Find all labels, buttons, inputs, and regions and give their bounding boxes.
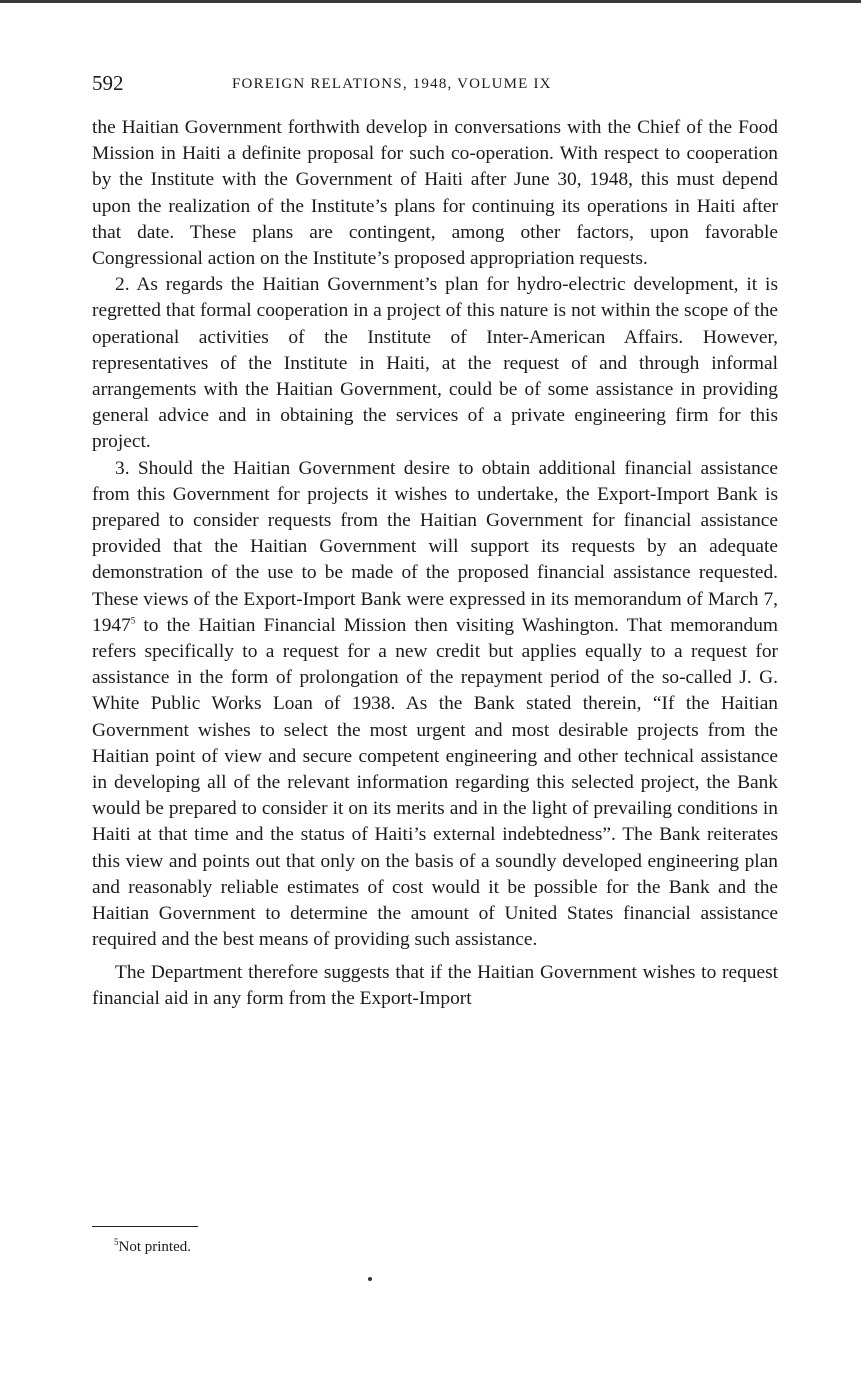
paragraph-department-suggestion: The Department therefore suggests that if the Haitian Government wishes to request financial aid in any form from the Export-Import [92,961,778,1009]
top-edge-rule [0,0,861,3]
paragraph-export-import-bank [92,456,778,954]
paragraph-text-part: to the Haitian Financial Mission then visiting Washington. That memorandum refers specifically to a request for a new credit but applies equally to a request for assistance in the form of prolongation of the repayment period of the so-called J. G. White Public Works Loan of 1938. As the Bank stated therein, “If the Haitian Government wishes to select the most urgent and most desirable projects from the Haitian point of view and secure competent engineering and other technical assistance in developing all of the relevant information regarding this selected project, the Bank would be prepared to consider it on its merits and in the light of prevailing conditions in Haiti at that time and the status of Haiti’s external indebtedness”. The Bank reiterates this view and points out that only on the basis of a soundly developed engineering plan and reasonably reliable estimates of cost would it be possible for the Bank and the Haitian Government to determine the amount of United States financial assistance required and the best means of providing such assistance. [92,614,778,951]
footnote [114,1237,191,1257]
paragraph-text-part: 3. Should the Haitian Government desire to obtain additional financial assistance from this Government for projects it wishes to undertake, the Export-Import Bank is prepared to consider requests from the Haitian Government for financial assistance provided that the Haitian Government will support its requests by an adequate demonstration of the use to be made of the proposed financial assistance requested. These views of the Export-Import Bank were expressed in its memorandum of March 7, 1947 [92,457,778,636]
footnote-divider [92,1226,198,1227]
paragraph-continuation: the Haitian Government forthwith develop in conversations with the Chief of the Food Mission in Haiti a definite proposal for such co-operation. With respect to cooperation by the Institute with the Government of Haiti after June 30, 1948, this must depend upon the realization of the Institute’s plans for continuing its operations in Haiti after that date. These plans are contingent, among other factors, upon favorable Congressional action on the Institute’s proposed appropriation requests. [92,117,778,270]
ink-speck [368,1277,372,1281]
footnote-reference: 5 [130,615,136,626]
footnote-marker: 5 [114,1237,119,1247]
body-text [92,115,778,1012]
page-number: 592 [92,71,124,95]
footnote-text: Not printed. [118,1239,191,1255]
paragraph-hydro-electric: 2. As regards the Haitian Government’s plan for hydro-electric development, it is regretted that formal cooperation in a project of this nature is not within the scope of the operational activities of the Institute of Inter-American Affairs. However, representatives of the Institute in Haiti, at the request of and through informal arrangements with the Haitian Government, could be of some assistance in providing general advice and in obtaining the services of a private engineering firm for this project. [92,274,778,453]
running-head: FOREIGN RELATIONS, 1948, VOLUME IX [232,76,552,92]
page-header [92,68,778,98]
